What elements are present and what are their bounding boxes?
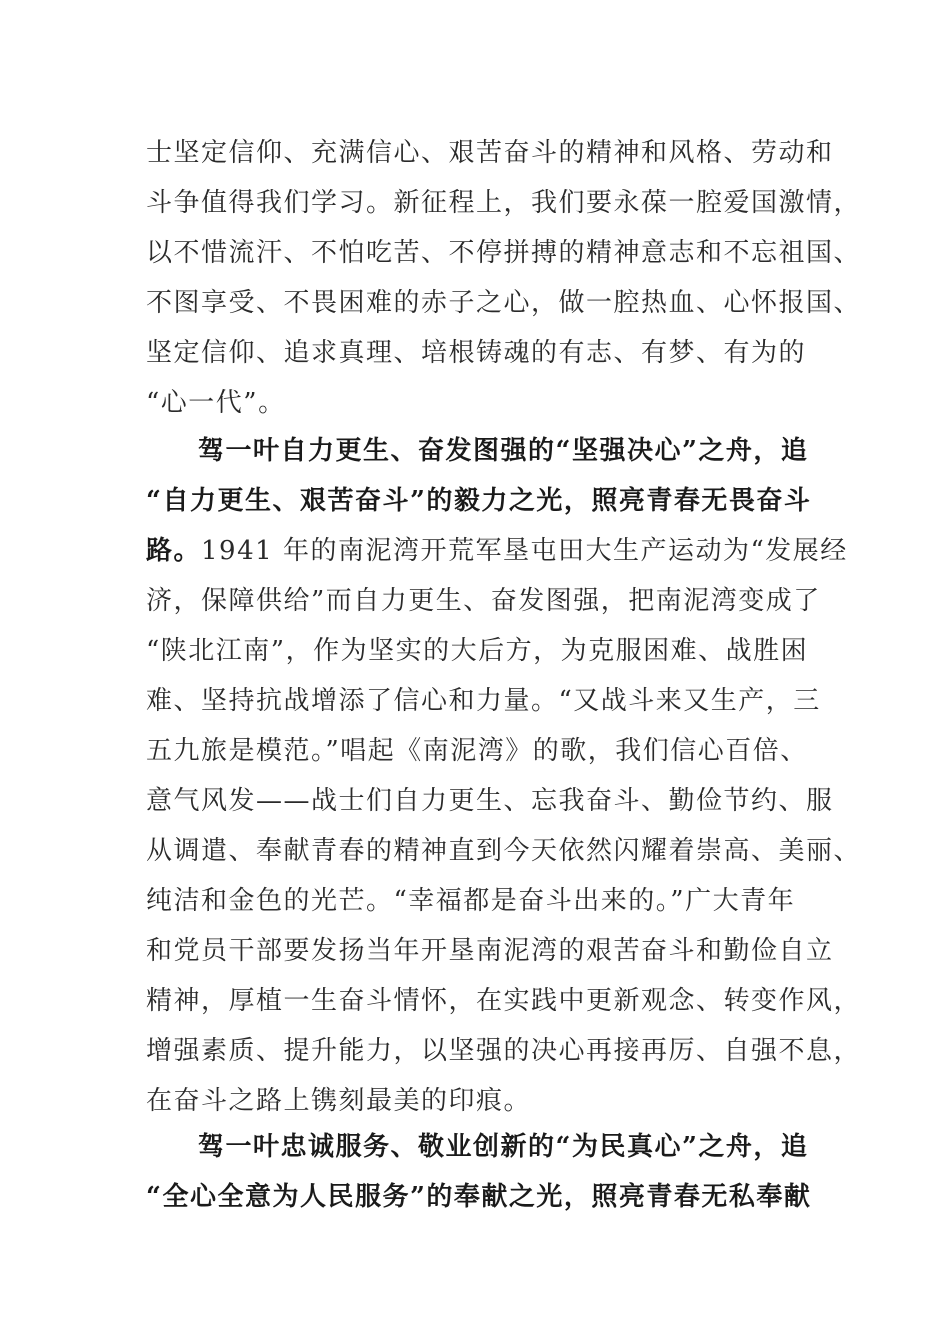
text-line: “心一代”。	[146, 388, 286, 418]
paragraph-heading-line: 驾一叶自力更生、奋发图强的“坚强决心”之舟，追	[198, 436, 809, 466]
paragraph-heading-line: “自力更生、艰苦奋斗”的毅力之光，照亮青春无畏奋斗	[146, 486, 812, 516]
text-line: 纯洁和金色的光芒。“幸福都是奋斗出来的。”广大青年	[146, 886, 796, 916]
paragraph-heading-line: “全心全意为人民服务”的奉献之光，照亮青春无私奉献	[146, 1182, 812, 1212]
text-line: 不图享受、不畏困难的赤子之心，做一腔热血、心怀报国、	[146, 288, 862, 318]
text-line: 士坚定信仰、充满信心、艰苦奋斗的精神和风格、劳动和	[146, 138, 834, 168]
paragraph-heading-line: 驾一叶忠诚服务、敬业创新的“为民真心”之舟，追	[198, 1132, 809, 1162]
text-line: 难、坚持抗战增添了信心和力量。“又战斗来又生产，三	[146, 686, 821, 716]
text-line: 坚定信仰、追求真理、培根铸魂的有志、有梦、有为的	[146, 338, 807, 368]
text-line: 五九旅是模范。”唱起《南泥湾》的歌，我们信心百倍、	[146, 736, 808, 766]
text-line: “陕北江南”，作为坚实的大后方，为克服困难、战胜困	[146, 636, 809, 666]
paragraph-2	[146, 426, 862, 1126]
text-line: 增强素质、提升能力，以坚强的决心再接再厉、自强不息，	[146, 1036, 862, 1066]
text-line: 以不惜流汗、不怕吃苦、不停拼搏的精神意志和不忘祖国、	[146, 238, 862, 268]
text-line: 意气风发——战士们自力更生、忘我奋斗、勤俭节约、服	[146, 786, 834, 816]
text-line: 在奋斗之路上镌刻最美的印痕。	[146, 1086, 532, 1116]
text-line: 济，保障供给”而自力更生、奋发图强，把南泥湾变成了	[146, 586, 821, 616]
text-line: 和党员干部要发扬当年开垦南泥湾的艰苦奋斗和勤俭自立	[146, 936, 834, 966]
body-text-start: 1941 年的南泥湾开荒军垦屯田大生产运动为“发展经	[201, 536, 848, 566]
text-line: 精神，厚植一生奋斗情怀，在实践中更新观念、转变作风，	[146, 986, 862, 1016]
mixed-line	[146, 526, 848, 576]
text-line: 斗争值得我们学习。新征程上，我们要永葆一腔爱国激情，	[146, 188, 862, 218]
text-line: 从调遣、奉献青春的精神直到今天依然闪耀着崇高、美丽、	[146, 836, 862, 866]
paragraph-3	[146, 1122, 812, 1222]
paragraph-heading-tail: 路。	[146, 536, 202, 566]
paragraph-1	[146, 128, 862, 428]
